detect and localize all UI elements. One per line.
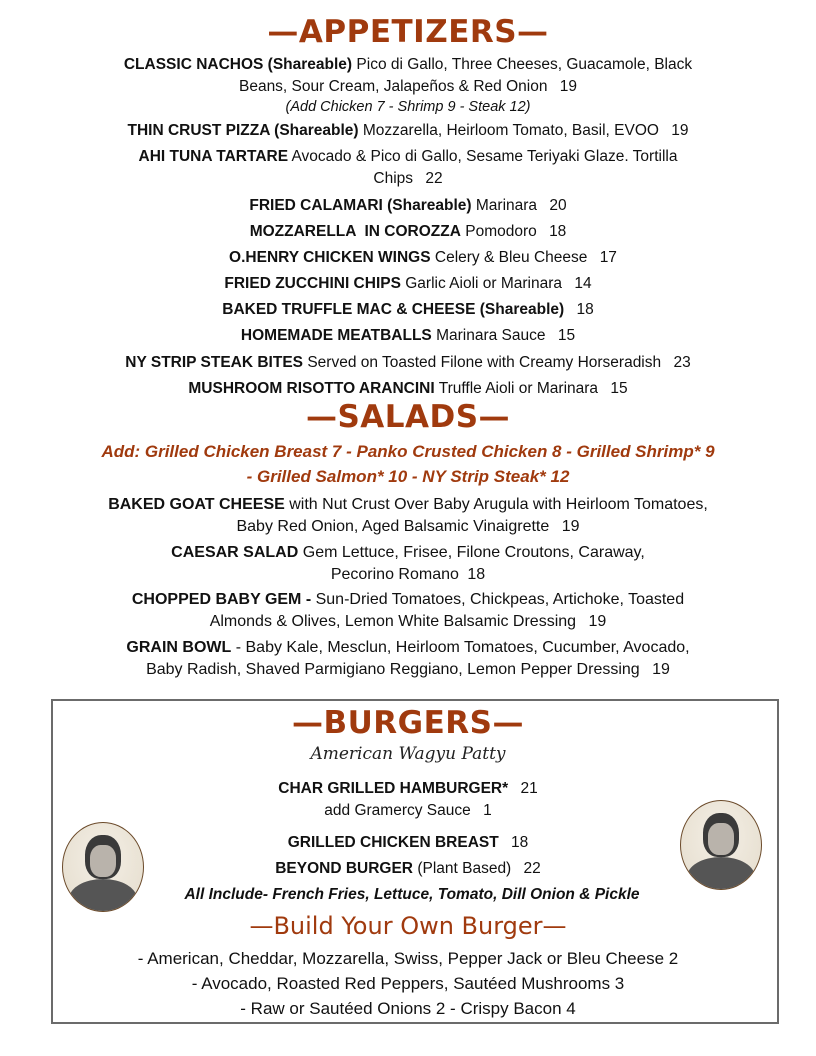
menu-item-chopped-baby-gem <box>0 588 816 611</box>
item-desc: Marinara Sauce <box>436 327 546 344</box>
item-price: 19 <box>671 122 689 139</box>
item-name: NY STRIP STEAK BITES <box>125 354 304 371</box>
item-name: BAKED GOAT CHEESE <box>108 496 285 513</box>
item-price: 19 <box>559 78 577 95</box>
item-name: GRILLED CHICKEN BREAST <box>287 834 499 851</box>
item-price: 17 <box>599 249 617 266</box>
item-price: 22 <box>523 860 541 877</box>
burgers-includes-note: All Include- French Fries, Lettuce, Tomato, Dill Onion & Pickle <box>184 886 640 903</box>
item-desc: Pecorino Romano <box>330 566 459 583</box>
item-desc: Baby Red Onion, Aged Balsamic Vinaigrette <box>236 518 550 535</box>
item-desc: Baby Radish, Shaved Parmigiano Reggiano, Lemon Pepper Dressing <box>146 661 640 678</box>
menu-item-baked-goat-cheese <box>0 493 816 516</box>
menu-item-ahi-tuna-tartare-cont <box>0 167 816 190</box>
item-price: 19 <box>561 518 580 535</box>
item-desc: Pomodoro <box>465 223 537 240</box>
menu-item-baked-goat-cheese-cont <box>0 515 816 538</box>
item-price: 19 <box>588 613 607 630</box>
item-desc: Mozzarella, Heirloom Tomato, Basil, EVOO <box>362 122 659 139</box>
salads-heading: —SALADS— <box>305 399 511 435</box>
menu-item-mozzarella-in-corozza <box>0 220 816 243</box>
item-name: MUSHROOM RISOTTO ARANCINI <box>188 380 435 397</box>
menu-item-chopped-baby-gem-cont <box>0 610 816 633</box>
item-name: CAESAR SALAD <box>171 544 299 561</box>
item-name: FRIED CALAMARI (Shareable) <box>249 197 472 214</box>
item-desc: Pico di Gallo, Three Cheeses, Guacamole, Black <box>356 56 693 73</box>
item-desc: Sun-Dried Tomatoes, Chickpeas, Artichoke, Toasted <box>315 591 685 608</box>
item-desc: Served on Toasted Filone with Creamy Horseradish <box>307 354 662 371</box>
item-name: BAKED TRUFFLE MAC & CHEESE (Shareable) <box>222 301 565 318</box>
item-desc: Avocado & Pico di Gallo, Sesame Teriyaki Glaze. Tortilla <box>291 148 678 165</box>
salads-addons-line-1: Add: Grilled Chicken Breast 7 - Panko Crusted Chicken 8 - Grilled Shrimp* 9 <box>101 442 715 461</box>
item-desc: Beans, Sour Cream, Jalapeños & Red Onion <box>238 78 548 95</box>
salads-addons-line-2: - Grilled Salmon* 10 - NY Strip Steak* 12 <box>246 467 570 486</box>
menu-item-fried-zucchini-chips <box>0 272 816 295</box>
menu-item-classic-nachos <box>0 53 816 76</box>
item-name: CHOPPED BABY GEM - <box>131 591 312 608</box>
item-name: AHI TUNA TARTARE <box>138 148 289 165</box>
item-name: O.HENRY CHICKEN WINGS <box>229 249 431 266</box>
item-price: 14 <box>574 275 592 292</box>
addon-price: 1 <box>483 802 492 819</box>
menu-item-classic-nachos-cont <box>0 75 816 98</box>
item-desc: with Nut Crust Over Baby Arugula with Heirloom Tomatoes, <box>289 496 708 513</box>
menu-item-caesar-salad <box>0 541 816 564</box>
item-price: 18 <box>576 301 594 318</box>
item-desc: Truffle Aioli or Marinara <box>438 380 599 397</box>
menu-item-caesar-salad-cont <box>0 563 816 586</box>
menu-item-grain-bowl-cont <box>0 658 816 681</box>
menu-item-grain-bowl <box>0 636 816 659</box>
addon-label: add Gramercy Sauce <box>324 802 471 819</box>
item-desc: Gem Lettuce, Frisee, Filone Croutons, Caraway, <box>302 544 645 561</box>
item-desc: Celery & Bleu Cheese <box>434 249 588 266</box>
byo-option-onions-bacon: - Raw or Sautéed Onions 2 - Crispy Bacon 4 <box>240 999 576 1018</box>
menu-item-fried-calamari <box>0 194 816 217</box>
item-desc: Chips <box>373 170 414 187</box>
menu-item-char-grilled-hamburger <box>0 777 816 800</box>
portrait-right-icon <box>680 800 762 890</box>
byo-option-toppings: - Avocado, Roasted Red Peppers, Sautéed Mushrooms 3 <box>191 974 625 993</box>
burgers-heading: —BURGERS— <box>292 705 524 741</box>
appetizers-heading: —APPETIZERS— <box>267 14 549 50</box>
burgers-subtitle: American Wagyu Patty <box>310 744 506 764</box>
item-name: BEYOND BURGER <box>275 860 413 877</box>
item-price: 18 <box>511 834 529 851</box>
menu-item-thin-crust-pizza <box>0 119 816 142</box>
item-desc: (Plant Based) <box>417 860 512 877</box>
item-price: 18 <box>467 566 486 583</box>
portrait-left-icon <box>62 822 144 912</box>
item-price: 19 <box>652 661 670 678</box>
item-name: MOZZARELLA IN COROZZA <box>249 223 461 240</box>
menu-item-ohenry-chicken-wings <box>0 246 816 269</box>
menu-item-baked-truffle-mac <box>0 298 816 321</box>
item-price: 21 <box>520 780 538 797</box>
menu-item-homemade-meatballs <box>0 324 816 347</box>
item-desc: Almonds & Olives, Lemon White Balsamic Dressing <box>209 613 577 630</box>
byo-option-cheese: - American, Cheddar, Mozzarella, Swiss, Pepper Jack or Bleu Cheese 2 <box>137 949 679 968</box>
nachos-addons-note: (Add Chicken 7 - Shrimp 9 - Steak 12) <box>285 99 531 115</box>
item-name: FRIED ZUCCHINI CHIPS <box>224 275 401 292</box>
item-desc: Garlic Aioli or Marinara <box>405 275 563 292</box>
item-price: 23 <box>673 354 691 371</box>
item-name: THIN CRUST PIZZA (Shareable) <box>127 122 359 139</box>
build-your-own-heading: —Build Your Own Burger— <box>249 912 567 940</box>
item-name: CLASSIC NACHOS (Shareable) <box>123 56 353 73</box>
menu-item-ny-strip-steak-bites <box>0 351 816 374</box>
item-price: 15 <box>610 380 628 397</box>
menu-item-ahi-tuna-tartare <box>0 145 816 168</box>
item-price: 22 <box>425 170 443 187</box>
item-name: CHAR GRILLED HAMBURGER* <box>278 780 509 797</box>
item-name: HOMEMADE MEATBALLS <box>240 327 432 344</box>
item-desc: Marinara <box>475 197 538 214</box>
item-price: 15 <box>557 327 576 344</box>
item-price: 18 <box>549 223 567 240</box>
item-name: GRAIN BOWL <box>126 639 232 656</box>
item-price: 20 <box>549 197 567 214</box>
item-desc: - Baby Kale, Mesclun, Heirloom Tomatoes, Cucumber, Avocado, <box>235 639 690 656</box>
